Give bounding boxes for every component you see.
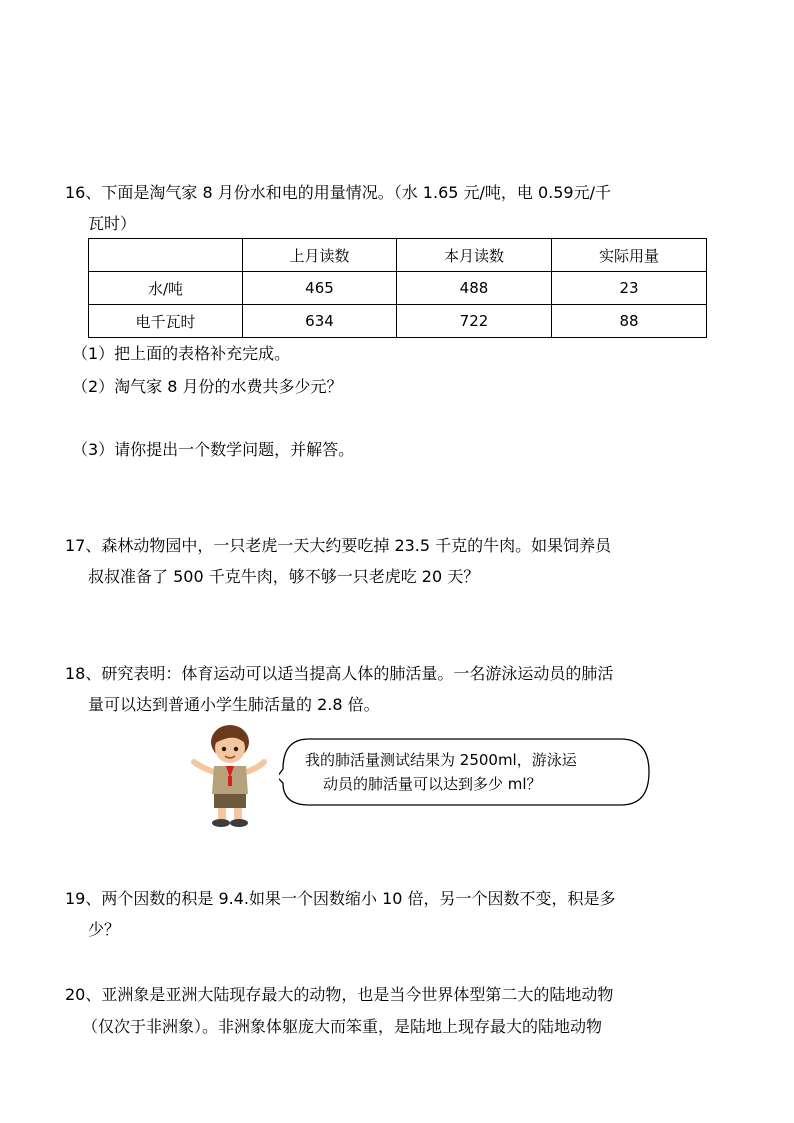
q19-text-line2: 少？ bbox=[88, 920, 121, 939]
q18-text-line2: 量可以达到普通小学生肺活量的 2.8 倍。 bbox=[88, 695, 380, 714]
table-row bbox=[89, 305, 707, 338]
table-cell: 水/吨 bbox=[89, 272, 243, 305]
table-header-cell bbox=[89, 239, 243, 272]
table-header-cell: 本月读数 bbox=[397, 239, 552, 272]
q20-text-line2: （仅次于非洲象）。非洲象体躯庞大而笨重，是陆地上现存最大的陆地动物 bbox=[82, 1017, 603, 1036]
table-cell: 88 bbox=[552, 305, 707, 338]
table-row bbox=[89, 272, 707, 305]
table-cell: 488 bbox=[397, 272, 552, 305]
table-header-cell: 实际用量 bbox=[552, 239, 707, 272]
q20-text-line1: 20、亚洲象是亚洲大陆现存最大的动物，也是当今世界体型第二大的陆地动物 bbox=[65, 985, 614, 1004]
table-cell: 465 bbox=[243, 272, 397, 305]
q16-sub2: （2）淘气家 8 月份的水费共多少元？ bbox=[72, 377, 343, 396]
q16-sub1: （1）把上面的表格补充完成。 bbox=[72, 344, 291, 363]
boy-scout-illustration bbox=[188, 722, 268, 830]
q17-text-line2: 叔叔准备了 500 千克牛肉，够不够一只老虎吃 20 天？ bbox=[88, 567, 480, 586]
q18-text-line1: 18、研究表明：体育运动可以适当提高人体的肺活量。一名游泳运动员的肺活 bbox=[65, 664, 614, 683]
speech-bubble bbox=[279, 737, 651, 807]
q19-text-line1: 19、两个因数的积是 9.4.如果一个因数缩小 10 倍，另一个因数不变，积是多 bbox=[65, 889, 616, 908]
table-header-cell: 上月读数 bbox=[243, 239, 397, 272]
q16-text-line2: 瓦时） bbox=[88, 214, 137, 233]
q16-text-line1: 16、下面是淘气家 8 月份水和电的用量情况。（水 1.65 元/吨，电 0.59元/千 bbox=[65, 183, 612, 202]
q16-sub3: （3）请你提出一个数学问题，并解答。 bbox=[72, 440, 355, 459]
table-header-row bbox=[89, 239, 707, 272]
bubble-text-line2: 动员的肺活量可以达到多少 ml？ bbox=[323, 775, 542, 793]
table-cell: 722 bbox=[397, 305, 552, 338]
q17-text-line1: 17、森林动物园中，一只老虎一天大约要吃掉 23.5 千克的牛肉。如果饲养员 bbox=[65, 536, 612, 555]
usage-table bbox=[88, 238, 707, 338]
bubble-text-line1: 我的肺活量测试结果为 2500ml，游泳运 bbox=[305, 751, 577, 769]
table-cell: 23 bbox=[552, 272, 707, 305]
table-cell: 634 bbox=[243, 305, 397, 338]
table-cell: 电千瓦时 bbox=[89, 305, 243, 338]
